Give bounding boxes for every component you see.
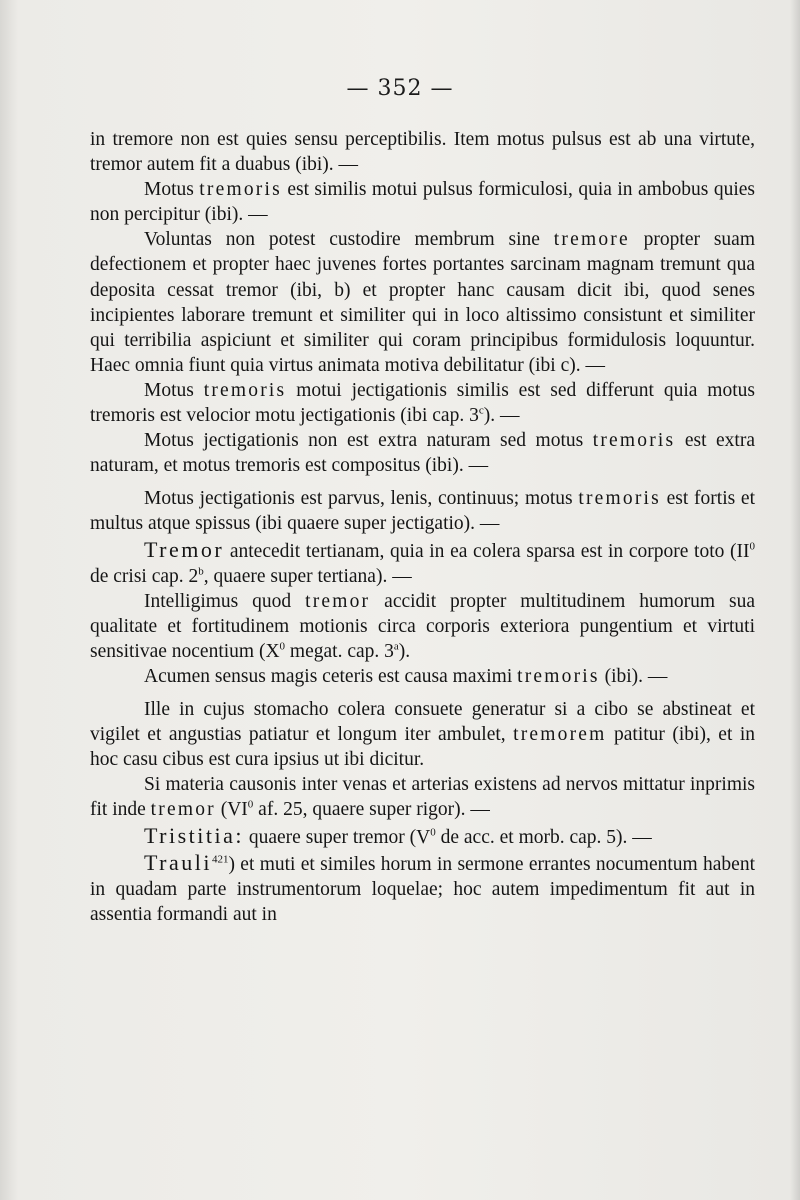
- text-run: Motus jectigationis non est extra naturam sed motus: [144, 430, 593, 452]
- text-run: in tremore non est quies sensu perceptibilis. Item motus pulsus est ab una virtute, tremor autem fit a duabus (ibi). —: [90, 129, 755, 176]
- superscript: 0: [247, 798, 254, 811]
- superscript: 0: [749, 540, 755, 552]
- superscript: b: [198, 565, 204, 578]
- text-run: Motus: [144, 179, 200, 201]
- spaced-keyword: tremorem: [513, 724, 607, 746]
- text-run: de crisi cap. 2: [90, 565, 199, 587]
- spaced-keyword: Tristitia:: [144, 822, 244, 848]
- text-run: motui jectigationis similis est sed differunt quia motus tremoris est velocior motu jectigationis (ibi cap. 3: [90, 379, 755, 427]
- spaced-keyword: tremoris: [517, 665, 600, 687]
- spaced-keyword: tremoris: [592, 430, 676, 452]
- spaced-keyword: Trauli: [144, 849, 212, 875]
- text-run: de acc. et morb. cap. 5). —: [435, 826, 652, 848]
- paragraph: [90, 664, 755, 689]
- paragraph: [90, 428, 755, 478]
- superscript: 421: [211, 853, 229, 866]
- paragraph: [90, 537, 755, 589]
- paragraph: [90, 227, 755, 378]
- spaced-keyword: Tremor: [144, 536, 225, 562]
- page-body-text: [90, 127, 755, 927]
- text-run: propter suam defectionem et propter haec juvenes fortes portantes sarcinam magnam tremunt qua deposita cessat tremor (ibi, b) et propter hanc causam dicit ibi, quod senes incipientes laborare tremunt et similiter qui in loco altissimo consistunt et similiter qui terribilia aspiciunt et similiter qui coram principibus formidulosis loquuntur. Haec omnia fiunt quia virtus animata motiva debilitatur (ibi c). —: [90, 229, 755, 376]
- text-run: Voluntas non potest custodire membrum sine: [144, 229, 554, 251]
- text-run: ).: [398, 640, 411, 662]
- text-run: megat. cap. 3: [285, 640, 394, 662]
- paragraph: [90, 486, 755, 536]
- superscript: c: [478, 404, 484, 417]
- text-run: , quaere super tertiana). —: [203, 565, 412, 587]
- paragraph: [90, 850, 755, 927]
- text-run: accidit propter multitudinem humorum sua qualitate et fortitudinem motionis circa corporis exteriora pungentium et virtuti sensitivae nocentium (X: [90, 590, 755, 662]
- text-run: Acumen sensus magis ceteris est causa maximi: [144, 665, 518, 687]
- text-run: Ille in cujus stomacho colera consuete generatur si a cibo se abstineat et vigilet et angustias patiatur et longum iter ambulet,: [90, 699, 755, 746]
- text-run: (VI: [215, 799, 248, 821]
- spaced-keyword: tremore: [553, 229, 630, 251]
- text-run: ) et muti et similes horum in sermone errantes nocumentum habent in quadam parte instrumentorum loquelae; hoc autem impedimentum fit aut in assentia formandi aut in: [90, 853, 755, 925]
- paragraph: [90, 772, 755, 822]
- spaced-keyword: tremor: [150, 799, 216, 821]
- spaced-keyword: tremoris: [199, 179, 282, 201]
- text-run: af. 25, quaere super rigor). —: [253, 799, 490, 821]
- page-number-header: — 352 —: [346, 76, 454, 101]
- text-run: est similis motui pulsus formiculosi, quia in ambobus quies non percipitur (ibi). —: [90, 179, 755, 226]
- text-run: antecedit tertianam, quia in ea colera sparsa est in corpore toto (II: [224, 540, 750, 562]
- spaced-keyword: tremoris: [203, 379, 287, 401]
- superscript: 0: [279, 640, 286, 653]
- text-run: patitur (ibi), et in hoc casu cibus est cura ipsius ut ibi dicitur.: [90, 724, 756, 771]
- spaced-keyword: tremor: [305, 590, 371, 612]
- text-run: est fortis et multus atque spissus (ibi quaere super jectigatio). —: [90, 488, 755, 535]
- text-run: Motus jectigationis est parvus, lenis, continuus; motus: [144, 488, 579, 510]
- text-run: (ibi). —: [599, 665, 668, 687]
- superscript: a: [393, 640, 399, 653]
- paragraph: [90, 589, 755, 664]
- text-run: Motus: [144, 379, 204, 401]
- text-run: ). —: [483, 405, 520, 427]
- paragraph: [90, 177, 755, 227]
- text-run: Si materia causonis inter venas et arterias existens ad nervos mittatur inprimis fit inde: [90, 774, 755, 821]
- paragraph: [90, 697, 755, 772]
- text-run: Intelligimus quod: [144, 590, 306, 612]
- spaced-keyword: tremoris: [578, 488, 661, 510]
- text-run: est extra naturam, et motus tremoris est compositus (ibi). —: [90, 430, 755, 477]
- paragraph: [90, 378, 755, 428]
- paragraph: [90, 823, 755, 850]
- paragraph: [90, 127, 755, 177]
- superscript: 0: [430, 826, 436, 839]
- text-run: quaere super tremor (V: [244, 826, 431, 848]
